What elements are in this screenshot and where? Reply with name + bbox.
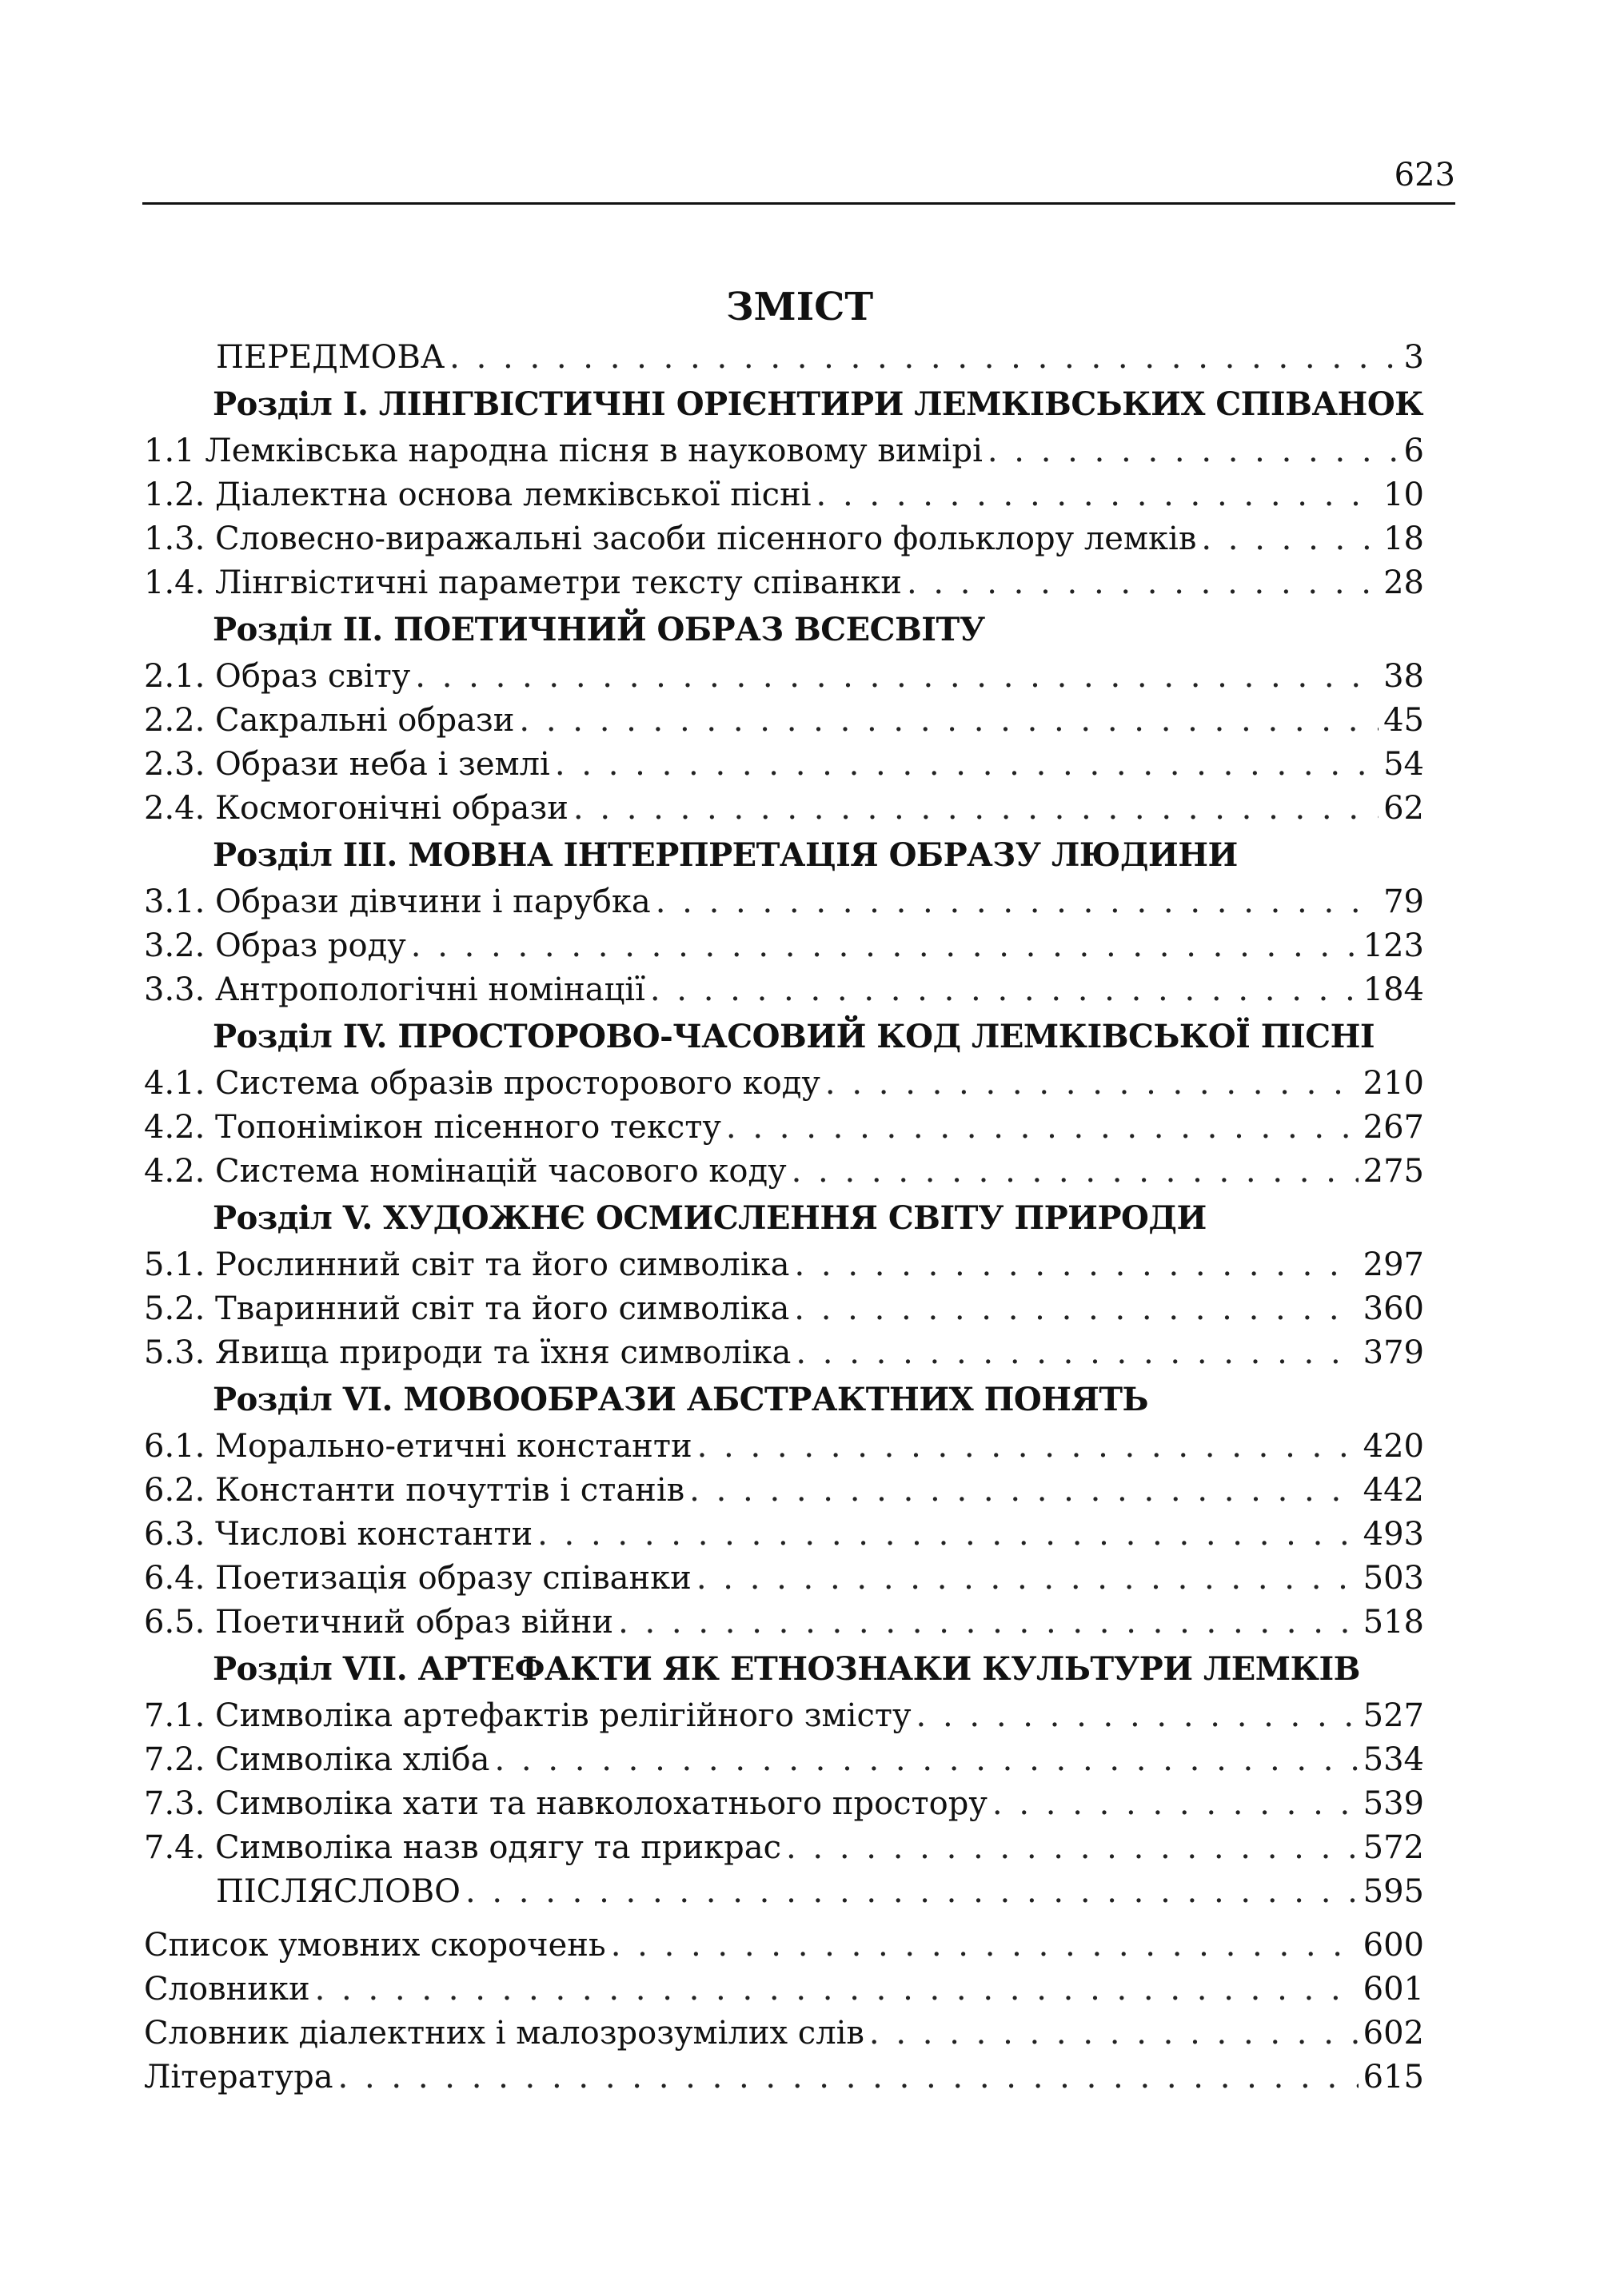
toc-entry-label: 3.1. Образи дівчини і парубка [144, 883, 651, 920]
toc-entry-label: ПЕРЕДМОВА [216, 339, 445, 376]
toc-entry[interactable] [144, 1968, 1424, 2012]
toc-entry-page: 6 [1403, 433, 1424, 469]
toc-entry[interactable] [144, 1425, 1424, 1469]
toc-entry[interactable] [144, 880, 1424, 924]
section-heading[interactable]: Розділ ІІІ. МОВНА ІНТЕРПРЕТАЦІЯ ОБРАЗУ ЛЮДИНИ [213, 836, 1238, 874]
dot-leader [907, 561, 1379, 605]
toc-entry[interactable] [144, 1331, 1424, 1375]
toc-entry-label: 6.5. Поетичний образ війни [144, 1604, 614, 1641]
dot-leader [794, 1287, 1358, 1331]
toc-entry[interactable] [144, 2056, 1424, 2100]
toc-entry-page: 28 [1383, 564, 1424, 601]
toc-entry[interactable] [144, 1924, 1424, 1968]
toc-entry-page: 600 [1363, 1927, 1424, 1964]
toc-entry-label: 6.3. Числові константи [144, 1516, 533, 1553]
toc-entry[interactable] [144, 473, 1424, 517]
toc-entry-page: 379 [1363, 1334, 1424, 1371]
dot-leader [916, 1694, 1359, 1738]
toc-entry-page: 442 [1363, 1472, 1424, 1509]
toc-entry[interactable] [144, 1287, 1424, 1331]
toc-entry-label: 1.2. Діалектна основа лемківської пісні [144, 477, 812, 513]
toc-entry-page: 275 [1363, 1153, 1424, 1190]
toc-entry-label: 6.4. Поетизація образу співанки [144, 1560, 692, 1597]
toc-entry[interactable] [144, 1243, 1424, 1287]
toc-entry-page: 572 [1363, 1829, 1424, 1866]
dot-leader [618, 1601, 1359, 1645]
dot-leader [573, 787, 1379, 831]
toc-entry-label: 2.3. Образи неба і землі [144, 746, 550, 783]
toc-entry-page: 54 [1383, 746, 1424, 783]
toc-entry-page: 18 [1383, 520, 1424, 557]
toc-entry-page: 518 [1363, 1604, 1424, 1641]
dot-leader [816, 473, 1379, 517]
toc-entry-label: Список умовних скорочень [144, 1927, 606, 1964]
dot-leader [411, 924, 1359, 968]
section-heading[interactable]: Розділ ІІ. ПОЕТИЧНИЙ ОБРАЗ ВСЕСВІТУ [213, 611, 985, 648]
toc-entry[interactable] [144, 699, 1424, 743]
toc-entry-page: 493 [1363, 1516, 1424, 1553]
toc-entry-page: 539 [1363, 1785, 1424, 1822]
toc-entry-label: 1.4. Лінгвістичні параметри тексту співанки [144, 564, 902, 601]
toc-entry-label: Словники [144, 1971, 310, 2008]
toc-entry-page: 601 [1363, 1971, 1424, 2008]
toc-entry-page: 79 [1383, 883, 1424, 920]
toc-entry[interactable] [144, 655, 1424, 699]
toc-entry-label: 2.1. Образ світу [144, 658, 411, 695]
dot-leader [786, 1826, 1359, 1870]
toc-entry[interactable] [144, 968, 1424, 1012]
toc-entry-label: 1.1 Лемківська народна пісня в науковому вимірі [144, 433, 983, 469]
toc-entry-label: ПІСЛЯСЛОВО [216, 1873, 461, 1910]
dot-leader [796, 1331, 1358, 1375]
toc-entry-page: 615 [1363, 2059, 1424, 2096]
dot-leader [1201, 517, 1379, 561]
toc-entry-label: Словник діалектних і малозрозумілих слів [144, 2015, 864, 2052]
toc-entry-label: 4.2. Топонімікон пісенного тексту [144, 1109, 721, 1146]
dot-leader [537, 1513, 1359, 1557]
dot-leader [449, 336, 1399, 380]
toc-entry[interactable] [144, 517, 1424, 561]
dot-leader [338, 2056, 1359, 2100]
toc-title: ЗМІСТ [725, 285, 874, 329]
toc-entry[interactable] [144, 1694, 1424, 1738]
dot-leader [494, 1738, 1358, 1782]
toc-entry-page: 503 [1363, 1560, 1424, 1597]
toc-entry-label: 6.1. Морально-етичні константи [144, 1428, 692, 1465]
toc-entry[interactable] [144, 924, 1424, 968]
page-number: 623 [1394, 157, 1455, 193]
toc-entry-label: 5.2. Тваринний світ та його символіка [144, 1290, 790, 1327]
toc-entry[interactable] [144, 743, 1424, 787]
toc-entry-page: 123 [1363, 927, 1424, 964]
toc-back-matter [144, 1924, 1424, 2100]
toc-entry-label: 7.1. Символіка артефактів релігійного змісту [144, 1697, 912, 1734]
toc-entry[interactable] [144, 1469, 1424, 1513]
toc-entry[interactable] [144, 429, 1424, 473]
toc-entry-label: 3.2. Образ роду [144, 927, 406, 964]
dot-leader [992, 1782, 1359, 1826]
dot-leader [869, 2012, 1359, 2056]
toc-entry-page: 10 [1383, 477, 1424, 513]
dot-leader [656, 880, 1379, 924]
toc-entry[interactable] [144, 1106, 1424, 1150]
toc-entry-page: 360 [1363, 1290, 1424, 1327]
section-heading[interactable]: Розділ І. ЛІНГВІСТИЧНІ ОРІЄНТИРИ ЛЕМКІВСЬКИХ СПІВАНОК [213, 385, 1424, 423]
toc-entry-label: 7.4. Символіка назв одягу та прикрас [144, 1829, 781, 1866]
toc-entry[interactable] [144, 1738, 1424, 1782]
toc-entry-afterword[interactable] [144, 1870, 1424, 1914]
dot-leader [465, 1870, 1359, 1914]
spacer [144, 1914, 1424, 1924]
section-heading[interactable]: Розділ VІ. МОВООБРАЗИ АБСТРАКТНИХ ПОНЯТЬ [213, 1381, 1149, 1418]
toc-entry-page: 267 [1363, 1109, 1424, 1146]
toc-entry-label: 5.3. Явища природи та їхня символіка [144, 1334, 792, 1371]
dot-leader [689, 1469, 1358, 1513]
section-heading[interactable]: Розділ VІІ. АРТЕФАКТИ ЯК ЕТНОЗНАКИ КУЛЬТУРИ ЛЕМКІВ [213, 1650, 1360, 1688]
section-heading[interactable]: Розділ V. ХУДОЖНЄ ОСМИСЛЕННЯ СВІТУ ПРИРОДИ [213, 1199, 1207, 1237]
dot-leader [697, 1425, 1359, 1469]
toc-entry-label: 1.3. Словесно-виражальні засоби пісенного фольклору лемків [144, 520, 1197, 557]
table-of-contents [144, 336, 1424, 2100]
toc-entry-label: 7.3. Символіка хати та навколохатнього простору [144, 1785, 988, 1822]
toc-entry[interactable] [144, 1150, 1424, 1194]
toc-entry-page: 595 [1363, 1873, 1424, 1910]
dot-leader [794, 1243, 1358, 1287]
toc-entry[interactable] [144, 1601, 1424, 1645]
toc-entry-label: 4.1. Система образів просторового коду [144, 1065, 820, 1102]
toc-entry-page: 45 [1383, 702, 1424, 739]
dot-leader [555, 743, 1379, 787]
dot-leader [315, 1968, 1359, 2012]
toc-entry[interactable] [144, 1062, 1424, 1106]
toc-entry[interactable] [144, 787, 1424, 831]
toc-entry-label: 4.2. Система номінацій часового коду [144, 1153, 787, 1190]
dot-leader [825, 1062, 1359, 1106]
toc-entry-preface[interactable] [144, 336, 1424, 380]
dot-leader [792, 1150, 1359, 1194]
dot-leader [415, 655, 1379, 699]
toc-entry-label: 6.2. Константи почуттів і станів [144, 1472, 685, 1509]
toc-entry-page: 38 [1383, 658, 1424, 695]
toc-entry-label: 2.4. Космогонічні образи [144, 790, 569, 827]
toc-entry-label: 2.2. Сакральні образи [144, 702, 515, 739]
section-heading[interactable]: Розділ ІV. ПРОСТОРОВО-ЧАСОВИЙ КОД ЛЕМКІВСЬКОЇ ПІСНІ [213, 1018, 1375, 1055]
toc-entry-label: 5.1. Рослинний світ та його символіка [144, 1246, 790, 1283]
toc-entry-label: 7.2. Символіка хліба [144, 1741, 490, 1778]
toc-sections [144, 380, 1424, 1870]
toc-entry-page: 3 [1403, 339, 1424, 376]
dot-leader [696, 1557, 1359, 1601]
toc-entry-page: 297 [1363, 1246, 1424, 1283]
toc-entry-label: Література [144, 2059, 333, 2096]
dot-leader [650, 968, 1359, 1012]
toc-entry[interactable] [144, 2012, 1424, 2056]
toc-entry-label: 3.3. Антропологічні номінації [144, 971, 645, 1008]
header-rule [142, 202, 1455, 205]
toc-entry-page: 210 [1363, 1065, 1424, 1102]
toc-entry-page: 62 [1383, 790, 1424, 827]
toc-entry[interactable] [144, 1557, 1424, 1601]
dot-leader [611, 1924, 1359, 1968]
toc-entry-page: 420 [1363, 1428, 1424, 1465]
toc-entry-page: 527 [1363, 1697, 1424, 1734]
toc-entry-page: 602 [1363, 2015, 1424, 2052]
dot-leader [726, 1106, 1359, 1150]
toc-entry[interactable] [144, 561, 1424, 605]
toc-entry[interactable] [144, 1782, 1424, 1826]
dot-leader [519, 699, 1379, 743]
toc-entry[interactable] [144, 1826, 1424, 1870]
toc-entry-page: 534 [1363, 1741, 1424, 1778]
toc-entry[interactable] [144, 1513, 1424, 1557]
dot-leader [988, 429, 1399, 473]
toc-entry-page: 184 [1363, 971, 1424, 1008]
